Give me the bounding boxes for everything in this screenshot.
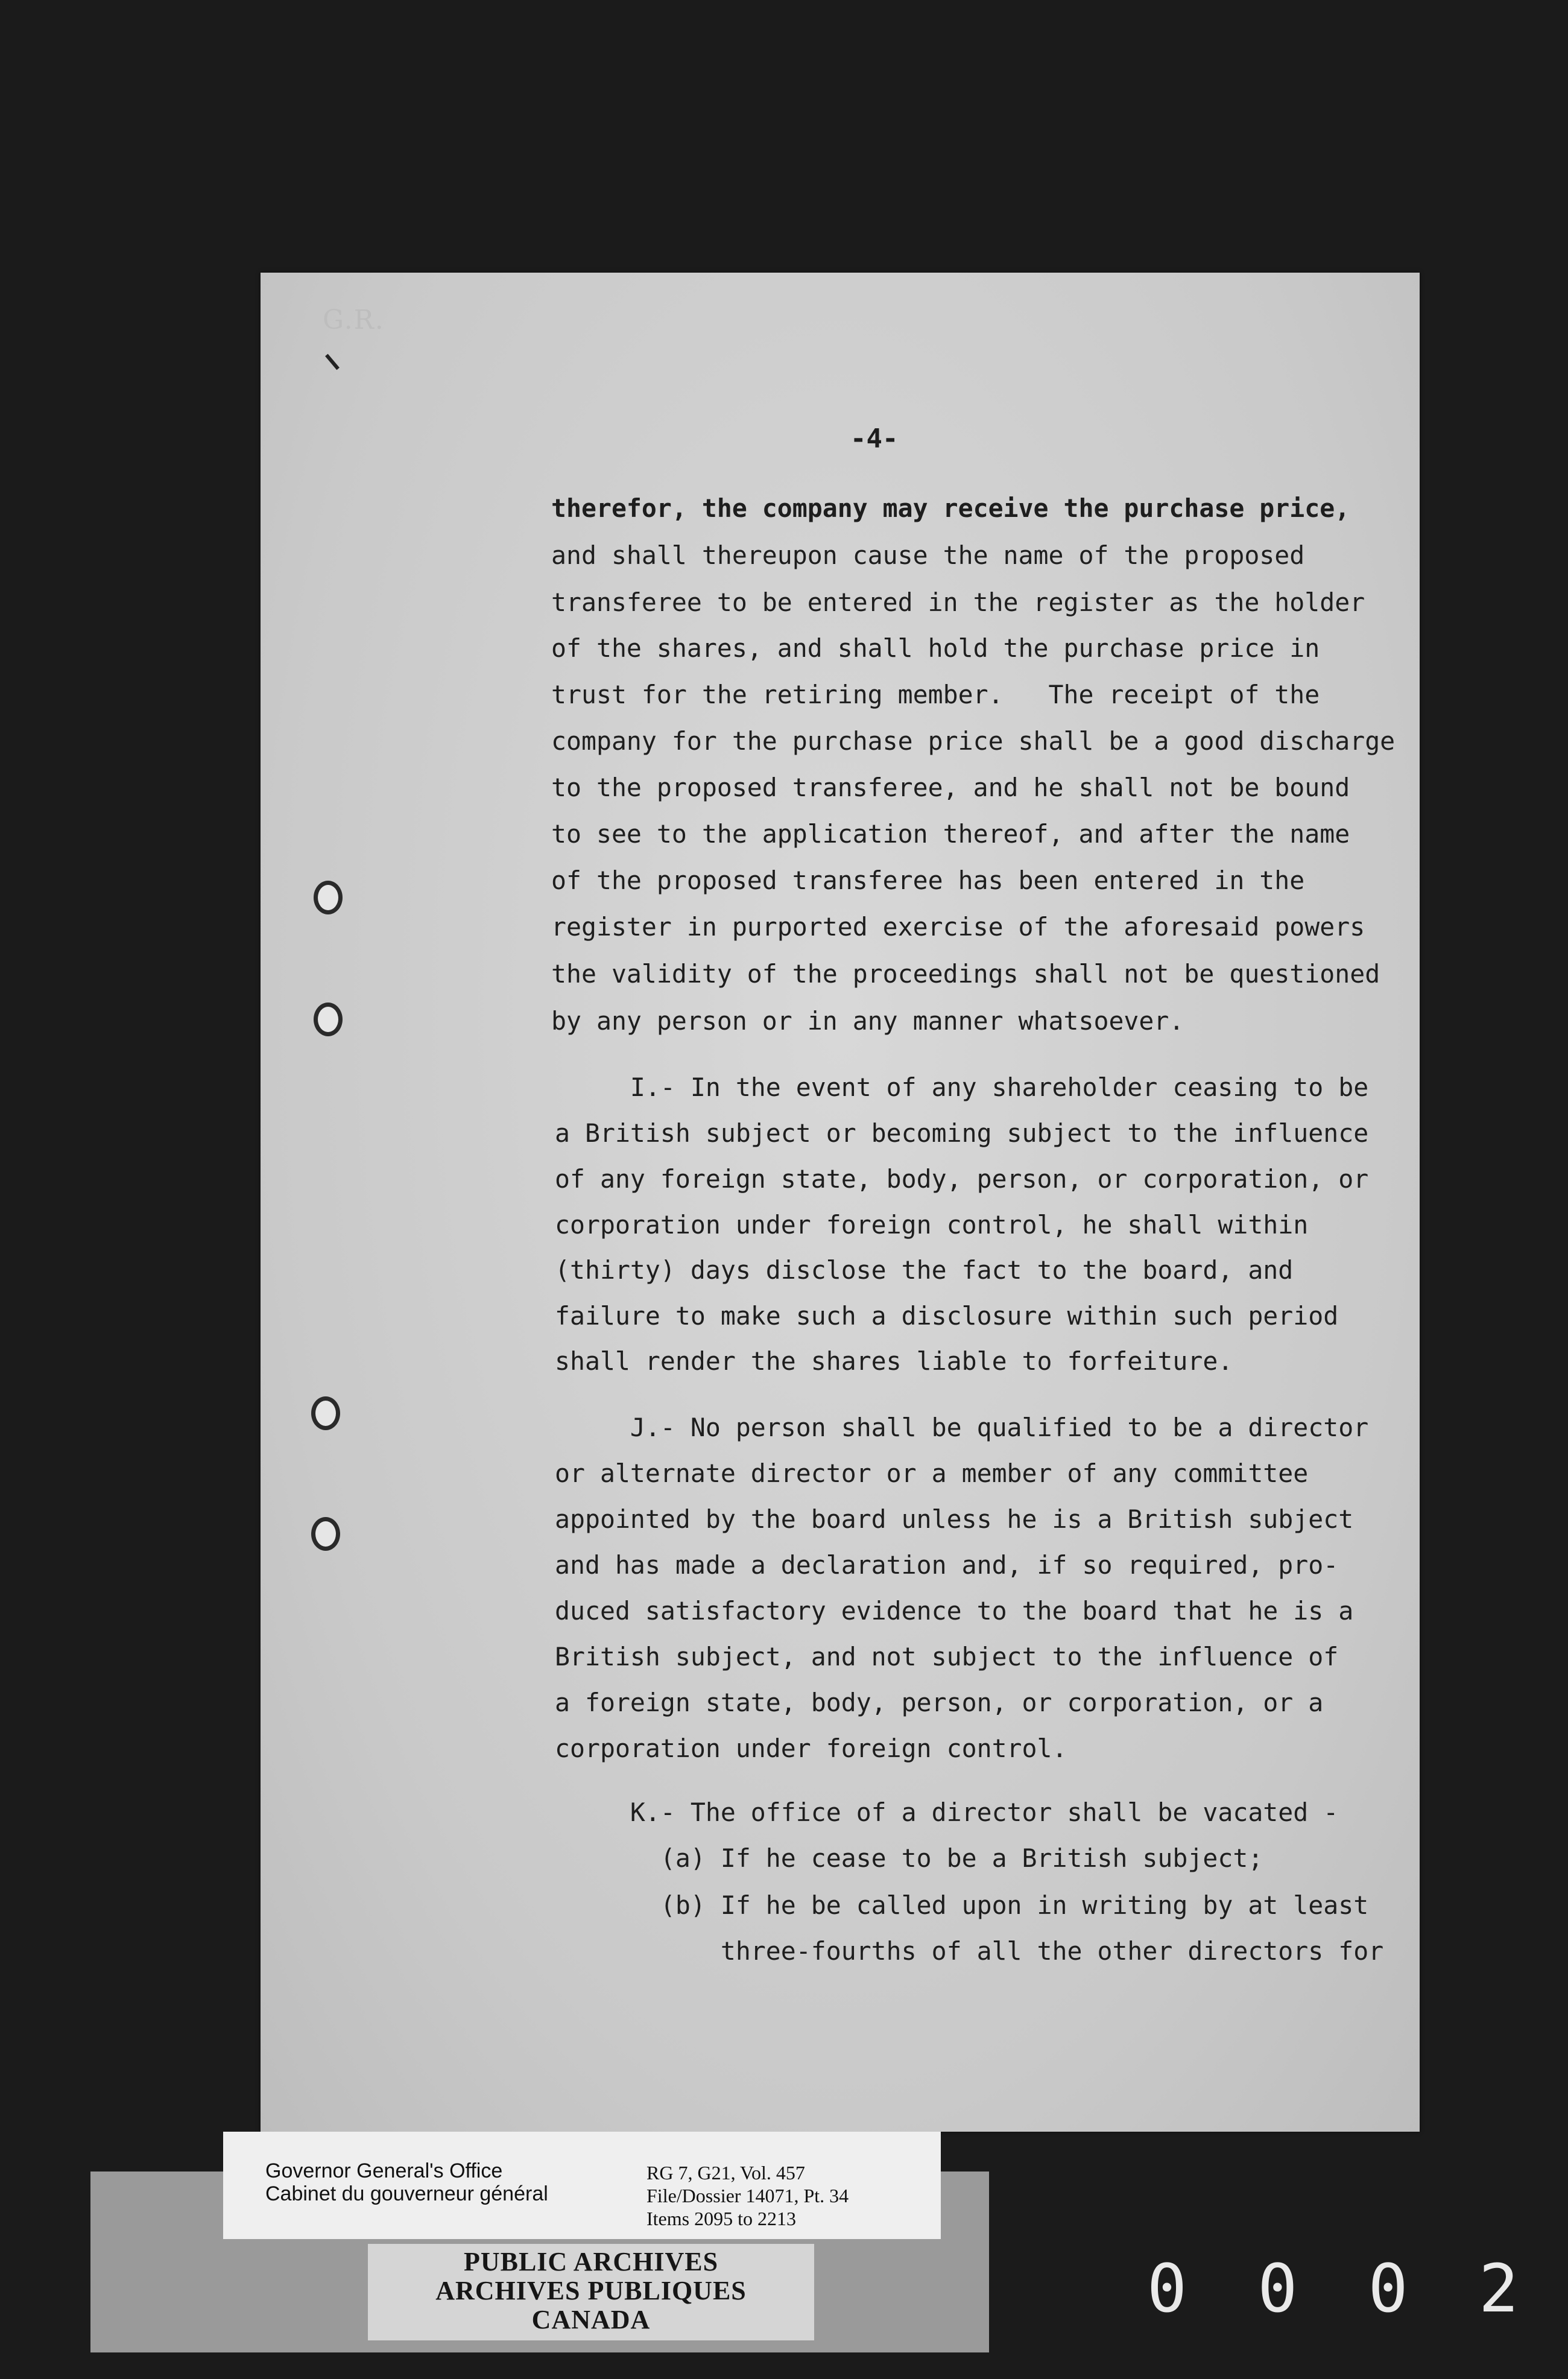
clause-i-line: of any foreign state, body, person, or corporation, or bbox=[555, 1164, 1369, 1194]
body-line: register in purported exercise of the aforesaid powers bbox=[551, 912, 1365, 942]
office-name-en: Governor General's Office bbox=[265, 2159, 503, 2182]
clause-k-line: three-fourths of all the other directors for bbox=[555, 1936, 1384, 1966]
body-line: to the proposed transferee, and he shall not be bound bbox=[551, 773, 1350, 802]
punch-hole-icon bbox=[314, 881, 343, 914]
office-name-fr: Cabinet du gouverneur général bbox=[265, 2182, 548, 2205]
body-line: of the proposed transferee has been entered in the bbox=[551, 866, 1305, 895]
frame-digit: 0 bbox=[1146, 2250, 1187, 2327]
archives-name-fr: ARCHIVES PUBLIQUES bbox=[435, 2276, 747, 2305]
clause-k-line: (a) If he cease to be a British subject; bbox=[555, 1843, 1263, 1873]
frame-digit: 0 bbox=[1257, 2250, 1298, 2327]
file-reference: File/Dossier 14071, Pt. 34 bbox=[646, 2185, 849, 2206]
frame-number bbox=[1134, 2250, 1532, 2327]
clause-j-line: J.- No person shall be qualified to be a director bbox=[555, 1413, 1369, 1442]
punch-hole-icon bbox=[314, 1003, 343, 1036]
punch-hole-icon bbox=[311, 1396, 340, 1430]
body-line: of the shares, and shall hold the purchase price in bbox=[551, 633, 1320, 663]
clause-j-line: British subject, and not subject to the influence of bbox=[555, 1642, 1339, 1671]
clause-i-line: a British subject or becoming subject to the influence bbox=[555, 1118, 1369, 1148]
body-line: by any person or in any manner whatsoever. bbox=[551, 1006, 1184, 1036]
clause-j-line: a foreign state, body, person, or corporation, or a bbox=[555, 1688, 1324, 1717]
frame-digit: 0 bbox=[1368, 2250, 1408, 2327]
body-line: company for the purchase price shall be a good discharge bbox=[551, 726, 1396, 756]
body-line: transferee to be entered in the register as the holder bbox=[551, 588, 1365, 617]
clause-i-line: failure to make such a disclosure within such period bbox=[555, 1301, 1339, 1331]
body-line: and shall thereupon cause the name of the proposed bbox=[551, 540, 1305, 570]
body-line: to see to the application thereof, and after the name bbox=[551, 819, 1350, 849]
clause-j-line: duced satisfactory evidence to the board that he is a bbox=[555, 1596, 1354, 1626]
page-number: -4- bbox=[850, 423, 899, 454]
clause-i-line: I.- In the event of any shareholder ceasing to be bbox=[555, 1072, 1369, 1102]
faint-initials: G.R. bbox=[323, 305, 385, 335]
clause-i-line: corporation under foreign control, he shall within bbox=[555, 1210, 1309, 1240]
clause-i-line: shall render the shares liable to forfeiture. bbox=[555, 1346, 1233, 1376]
clause-j-line: or alternate director or a member of any committee bbox=[555, 1459, 1309, 1488]
frame-digit: 2 bbox=[1478, 2250, 1519, 2327]
clause-k-line: (b) If he be called upon in writing by at least bbox=[555, 1890, 1369, 1920]
punch-hole-icon bbox=[311, 1517, 340, 1551]
body-line: trust for the retiring member. The receipt of the bbox=[551, 680, 1320, 709]
body-line: the validity of the proceedings shall not be questioned bbox=[551, 959, 1380, 989]
archives-country: CANADA bbox=[531, 2305, 651, 2334]
clause-j-line: appointed by the board unless he is a British subject bbox=[555, 1504, 1354, 1534]
items-reference: Items 2095 to 2213 bbox=[646, 2208, 796, 2229]
clause-k-line: K.- The office of a director shall be vacated - bbox=[555, 1798, 1339, 1827]
clause-j-line: and has made a declaration and, if so required, pro- bbox=[555, 1550, 1339, 1580]
clause-j-line: corporation under foreign control. bbox=[555, 1734, 1067, 1763]
record-group-reference: RG 7, G21, Vol. 457 bbox=[646, 2162, 805, 2184]
clause-i-line: (thirty) days disclose the fact to the board, and bbox=[555, 1255, 1294, 1285]
body-line: therefor, the company may receive the purchase price, bbox=[551, 493, 1350, 523]
archives-name-en: PUBLIC ARCHIVES bbox=[463, 2247, 719, 2276]
